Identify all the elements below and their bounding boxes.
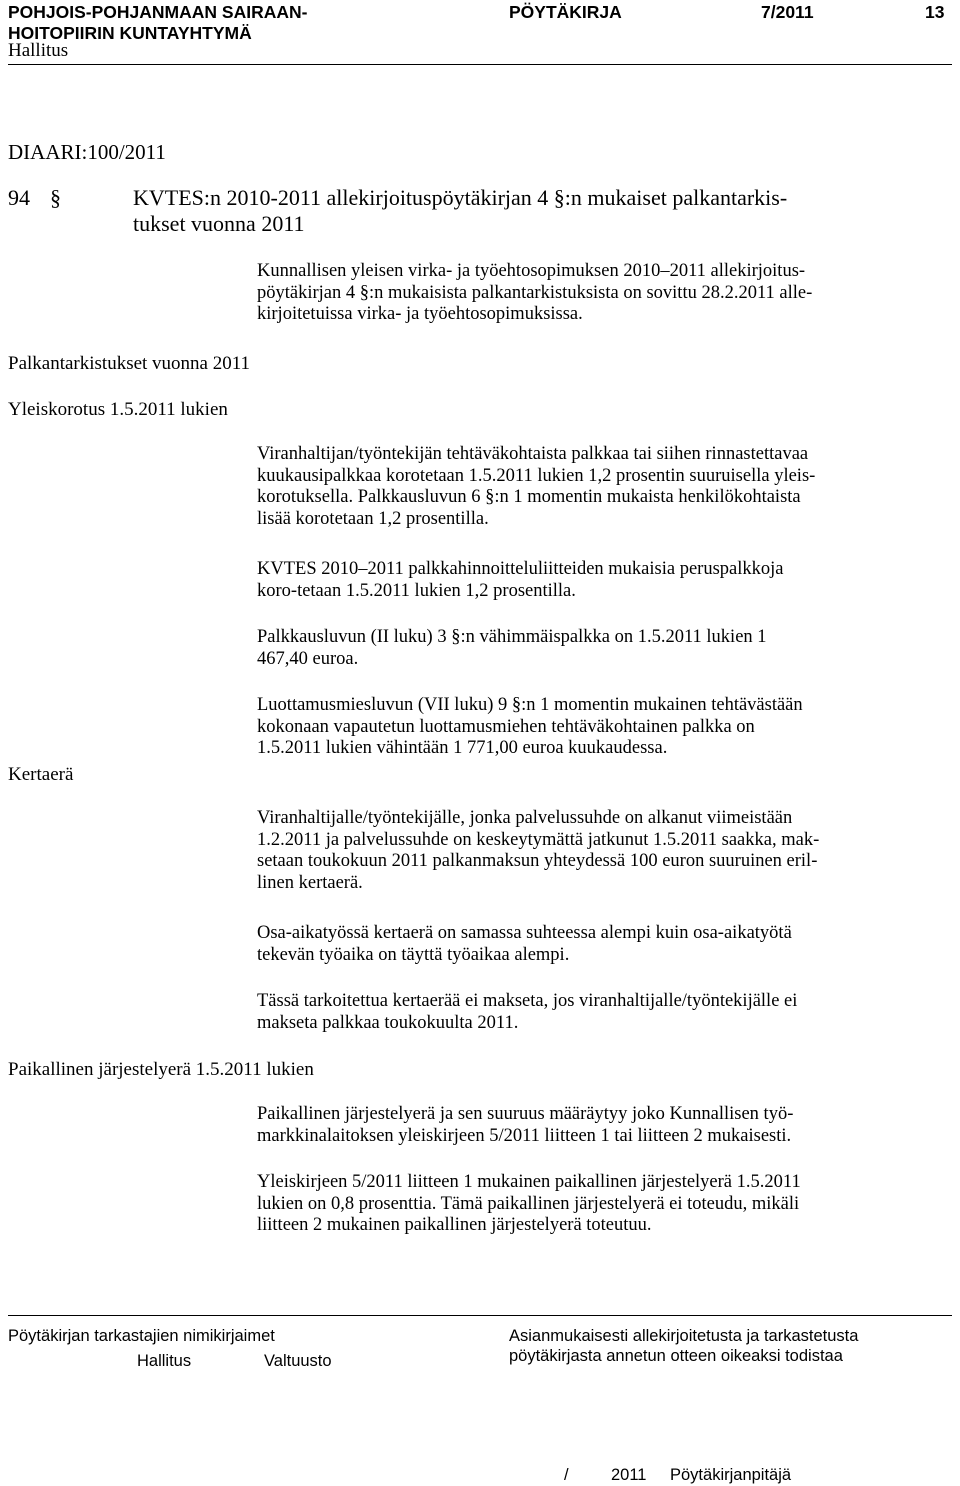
footer-inspectors-valtuusto: Valtuusto xyxy=(264,1352,332,1370)
sidebar-heading-paikallinen: Paikallinen järjestelyerä 1.5.2011 lukien xyxy=(8,1059,314,1080)
section-title-line2: tukset vuonna 2011 xyxy=(133,211,305,236)
organization-name xyxy=(8,2,307,44)
paragraph-line: 467,40 euroa. xyxy=(257,648,359,669)
paragraph-line: kuukausipalkkaa korotetaan 1.5.2011 lukien 1,2 prosentin suuruisella yleis- xyxy=(257,465,816,486)
paragraph-line: Viranhaltijan/työntekijän tehtäväkohtaista palkkaa tai siihen rinnastettavaa xyxy=(257,444,809,464)
section-title xyxy=(133,185,943,237)
footer-signature-year: 2011 xyxy=(611,1466,647,1484)
paragraph-line: kokonaan vapautetun luottamusmiehen tehtäväkohtainen palkka on xyxy=(257,716,755,737)
section-number-value: 94 xyxy=(8,185,30,210)
sidebar-heading-kertaera: Kertaerä xyxy=(8,764,74,785)
footer-inspectors-title: Pöytäkirjan tarkastajien nimikirjaimet xyxy=(8,1327,275,1345)
header-divider xyxy=(8,64,952,65)
footer-signature-slash: / xyxy=(564,1466,569,1484)
paragraph-line: korotuksella. Palkkausluvun 6 §:n 1 momentin mukaista henkilökohtaista xyxy=(257,487,801,508)
paragraph-line: linen kertaerä. xyxy=(257,873,363,894)
paragraph-line: lisää korotetaan 1,2 prosentilla. xyxy=(257,509,489,530)
paragraph-line: Yleiskirjeen 5/2011 liitteen 1 mukainen paikallinen järjestelyerä 1.5.2011 xyxy=(257,1172,801,1192)
paragraph-line: makseta palkkaa toukokuulta 2011. xyxy=(257,1012,519,1033)
paragraph-line: markkinalaitoksen yleiskirjeen 5/2011 liitteen 1 tai liitteen 2 mukaisesti. xyxy=(257,1125,792,1146)
paragraph-line: liitteen 2 mukainen paikallinen järjestelyerä toteutuu. xyxy=(257,1215,652,1236)
footer-inspectors-hallitus: Hallitus xyxy=(137,1352,192,1370)
paragraph-yleiskirje xyxy=(257,1172,937,1237)
paragraph-kertaera xyxy=(257,808,937,895)
paragraph-ei-makseta xyxy=(257,991,937,1034)
document-number: 7/2011 xyxy=(761,2,814,22)
paragraph-intro xyxy=(257,261,937,326)
paragraph-peruspalkat xyxy=(257,559,937,602)
paragraph-line: pöytäkirjan 4 §:n mukaisista palkantarkistuksista on sovittu 28.2.2011 alle- xyxy=(257,282,813,303)
section-title-line1: KVTES:n 2010-2011 allekirjoituspöytäkirjan 4 §:n mukaiset palkantarkis- xyxy=(133,185,788,210)
paragraph-line: Paikallinen järjestelyerä ja sen suuruus määräytyy joko Kunnallisen työ- xyxy=(257,1104,794,1124)
organization-name-line1: POHJOIS-POHJANMAAN SAIRAAN- xyxy=(8,2,308,22)
document-type: PÖYTÄKIRJA xyxy=(509,2,622,22)
sidebar-heading-palkantarkistukset: Palkantarkistukset vuonna 2011 xyxy=(8,353,251,374)
paragraph-line: tekevän työaika on täyttä työaikaa alempi. xyxy=(257,944,570,965)
paragraph-line: KVTES 2010–2011 palkkahinnoitteluliitteiden mukaisia peruspalkkoja xyxy=(257,559,784,579)
footer-signature-role: Pöytäkirjanpitäjä xyxy=(670,1466,792,1484)
footer-certification-line2: pöytäkirjasta annetun otteen oikeaksi todistaa xyxy=(509,1347,843,1365)
paragraph-jarjestelyera xyxy=(257,1104,937,1147)
paragraph-line: 1.2.2011 ja palvelussuhde on keskeytymättä jatkunut 1.5.2011 saakka, mak- xyxy=(257,829,820,850)
header-body-name: Hallitus xyxy=(8,40,69,61)
paragraph-line: Osa-aikatyössä kertaerä on samassa suhteessa alempi kuin osa-aikatyötä xyxy=(257,923,792,943)
paragraph-osa-aikatyo xyxy=(257,923,937,966)
footer-certification-line1: Asianmukaisesti allekirjoitetusta ja tarkastetusta xyxy=(509,1327,859,1345)
paragraph-yleiskorotus xyxy=(257,444,937,531)
sidebar-heading-yleiskorotus: Yleiskorotus 1.5.2011 lukien xyxy=(8,399,228,420)
section-symbol: § xyxy=(50,185,61,210)
paragraph-line: lukien on 0,8 prosenttia. Tämä paikallinen järjestelyerä ei toteudu, mikäli xyxy=(257,1193,800,1214)
paragraph-line: kirjoitetuissa virka- ja työehtosopimuksissa. xyxy=(257,304,583,325)
section-number xyxy=(8,185,30,211)
paragraph-luottamusmies xyxy=(257,695,937,760)
paragraph-line: Viranhaltijalle/työntekijälle, jonka palvelussuhde on alkanut viimeistään xyxy=(257,808,793,828)
footer-certification xyxy=(509,1326,858,1366)
paragraph-line: Tässä tarkoitettua kertaerää ei makseta, jos viranhaltijalle/työntekijälle ei xyxy=(257,991,798,1011)
footer-divider xyxy=(8,1315,952,1316)
paragraph-line: setaan toukokuun 2011 palkanmaksun yhteydessä 100 euron suuruinen eril- xyxy=(257,851,818,872)
paragraph-line: Luottamusmiesluvun (VII luku) 9 §:n 1 momentin mukainen tehtävästään xyxy=(257,695,803,715)
paragraph-line: 1.5.2011 lukien vähintään 1 771,00 euroa kuukaudessa. xyxy=(257,738,668,759)
diaari-number: DIAARI:100/2011 xyxy=(8,140,166,164)
paragraph-vahimmaispalkka xyxy=(257,627,937,670)
page-number: 13 xyxy=(925,2,945,22)
paragraph-line: Palkkausluvun (II luku) 3 §:n vähimmäispalkka on 1.5.2011 lukien 1 xyxy=(257,627,767,647)
paragraph-line: koro-tetaan 1.5.2011 lukien 1,2 prosentilla. xyxy=(257,580,576,601)
organization-name-line2: HOITOPIIRIN KUNTAYHTYMÄ xyxy=(8,23,252,43)
paragraph-line: Kunnallisen yleisen virka- ja työehtosopimuksen 2010–2011 allekirjoitus- xyxy=(257,261,806,281)
